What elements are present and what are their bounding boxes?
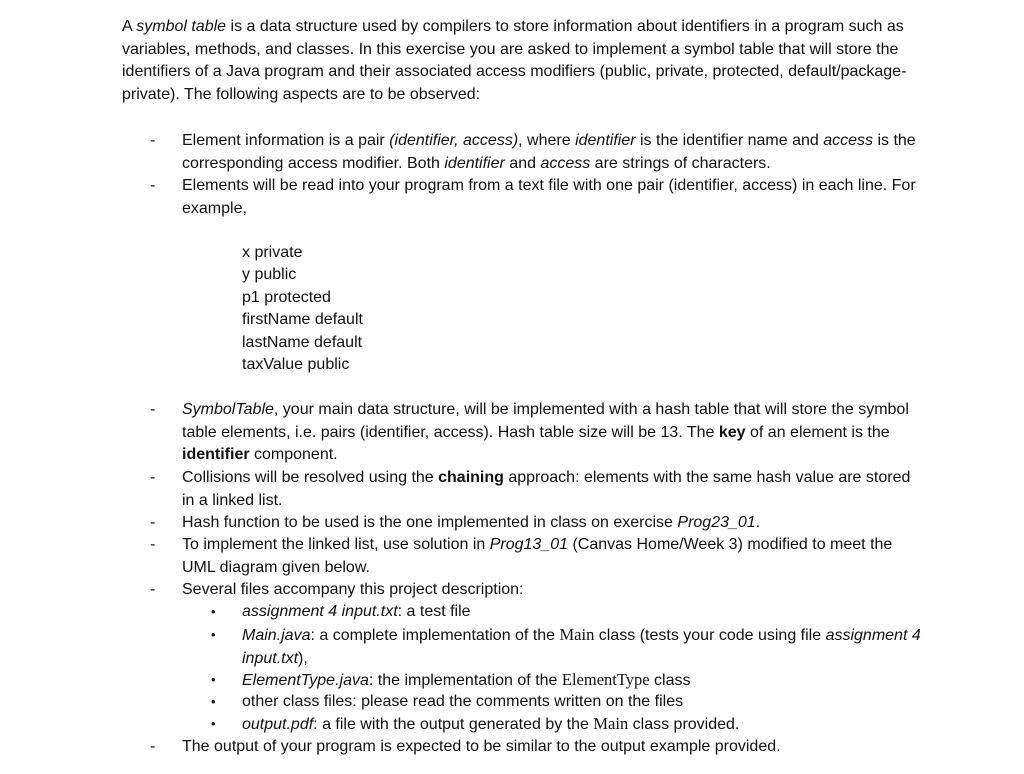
example-line: taxValue public [242, 356, 350, 373]
example-line: y public [242, 266, 297, 283]
bullet-marker: • [211, 716, 216, 731]
file-item-output: output.pdf: a file with the output generated by the Main class provided. [242, 714, 740, 733]
list-item-files: Several files accompany this project description: [182, 581, 524, 598]
list-item-symbol-table: SymbolTable, your main data structure, will be implemented with a hash table that will store the symbol table elements, i.e. pairs (identifier, access). Hash table size will be 13. The key of an element is the identifier component. [182, 401, 909, 463]
list-item-element-info: Element information is a pair (identifier, access), where identifier is the identifier name and access is the corresponding access modifier. Both identifier and access are strings of characters. [182, 132, 916, 172]
dash-marker: - [150, 132, 156, 149]
list-item-linked-list: To implement the linked list, use solution in Prog13_01 (Canvas Home/Week 3) modified to meet the UML diagram given below. [182, 536, 893, 576]
list-item-output-expected: The output of your program is expected to be similar to the output example provided. [182, 738, 781, 755]
file-item-main: Main.java: a complete implementation of the Main class (tests your code using file assignment 4 input.txt), [242, 625, 921, 667]
example-line: p1 protected [242, 289, 331, 306]
intro-text-1: A [122, 18, 137, 35]
dash-marker: - [150, 738, 156, 755]
bullet-marker: • [211, 672, 216, 687]
dash-marker: - [150, 401, 156, 418]
example-line: x private [242, 244, 303, 261]
example-line: lastName default [242, 334, 363, 351]
file-item-other: other class files: please read the comments written on the files [242, 693, 684, 710]
list-item-collisions: Collisions will be resolved using the chaining approach: elements with the same hash value are stored in a linked list. [182, 469, 911, 509]
dash-marker: - [150, 581, 156, 598]
list-item-input-file: Elements will be read into your program from a text file with one pair (identifier, access) in each line. For example, [182, 177, 916, 217]
dash-marker: - [150, 469, 156, 486]
bullet-marker: • [211, 694, 216, 709]
dash-marker: - [150, 177, 156, 194]
file-item-input: assignment 4 input.txt: a test file [242, 603, 471, 620]
bullet-marker: • [211, 627, 216, 642]
dash-marker: - [150, 514, 156, 531]
bullet-marker: • [211, 604, 216, 619]
intro-term-symbol-table: symbol table [136, 18, 227, 35]
example-line: firstName default [242, 311, 363, 328]
file-item-elementtype: ElementType.java: the implementation of the ElementType class [242, 670, 691, 689]
list-item-hash-function: Hash function to be used is the one implemented in class on exercise Prog23_01. [182, 514, 761, 531]
intro-paragraph [122, 16, 922, 106]
dash-marker: - [150, 536, 156, 553]
intro-text-2: is a data structure used by compilers to store information about identifiers in a program such as variables, methods, and classes. In this exercise you are asked to implement a symbol table that will store the identifiers of a Java program and their associated access modifiers (public, private, protected, default/package-private). The following aspects are to be observed: [122, 18, 907, 103]
